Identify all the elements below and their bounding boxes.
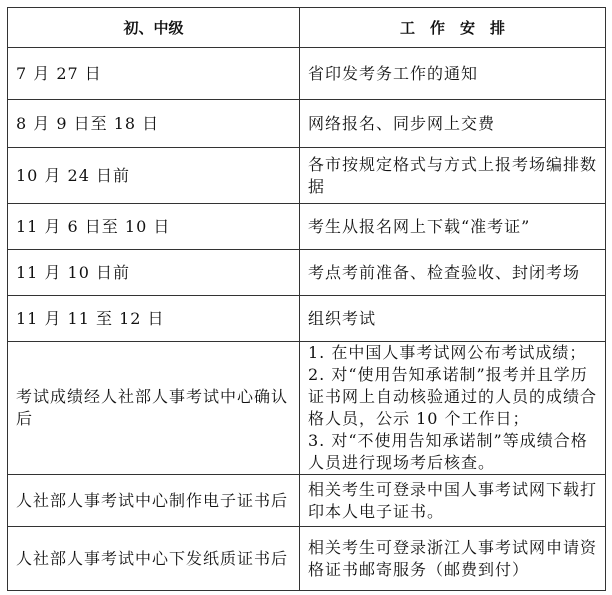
row-condition: 人社部人事考试中心下发纸质证书后 (8, 527, 300, 591)
row-date: 11 月 6 日至 10 日 (8, 204, 300, 250)
row-task: 相关考生可登录中国人事考试网下载打印本人电子证书。 (300, 475, 606, 527)
table-row (8, 342, 606, 475)
table-body (8, 48, 606, 591)
table-row (8, 527, 606, 591)
row-task: 各市按规定格式与方式上报考场编排数据 (300, 148, 606, 204)
exam-schedule-document (7, 7, 605, 587)
table-row (8, 48, 606, 100)
row-task-list (300, 342, 606, 475)
row-task: 考生从报名网上下载“准考证” (300, 204, 606, 250)
table-row (8, 204, 606, 250)
row-condition: 考试成绩经人社部人事考试中心确认后 (8, 342, 300, 475)
table-row (8, 250, 606, 296)
row-date: 7 月 27 日 (8, 48, 300, 100)
exam-schedule-table (7, 7, 606, 591)
header-row (8, 8, 606, 48)
task-item: 2. 对“使用告知承诺制”报考并且学历证书网上自动核验通过的人员的成绩合格人员，公示 10 个工作日； (308, 365, 598, 428)
header-stage: 初、中级 (8, 8, 300, 48)
table-header (8, 8, 606, 48)
table-row (8, 100, 606, 148)
table-row (8, 296, 606, 342)
row-date: 10 月 24 日前 (8, 148, 300, 204)
table-row (8, 148, 606, 204)
row-task: 考点考前准备、检查验收、封闭考场 (300, 250, 606, 296)
row-task: 省印发考务工作的通知 (300, 48, 606, 100)
table-row (8, 475, 606, 527)
row-date: 8 月 9 日至 18 日 (8, 100, 300, 148)
row-task: 组织考试 (300, 296, 606, 342)
row-condition: 人社部人事考试中心制作电子证书后 (8, 475, 300, 527)
task-item: 3. 对“不使用告知承诺制”等成绩合格人员进行现场考后核查。 (308, 431, 588, 472)
header-task: 工 作 安 排 (300, 8, 606, 48)
task-item: 1. 在中国人事考试网公布考试成绩； (308, 343, 587, 362)
row-date: 11 月 11 至 12 日 (8, 296, 300, 342)
row-task: 相关考生可登录浙江人事考试网申请资格证书邮寄服务（邮费到付） (300, 527, 606, 591)
row-task: 网络报名、同步网上交费 (300, 100, 606, 148)
row-date: 11 月 10 日前 (8, 250, 300, 296)
